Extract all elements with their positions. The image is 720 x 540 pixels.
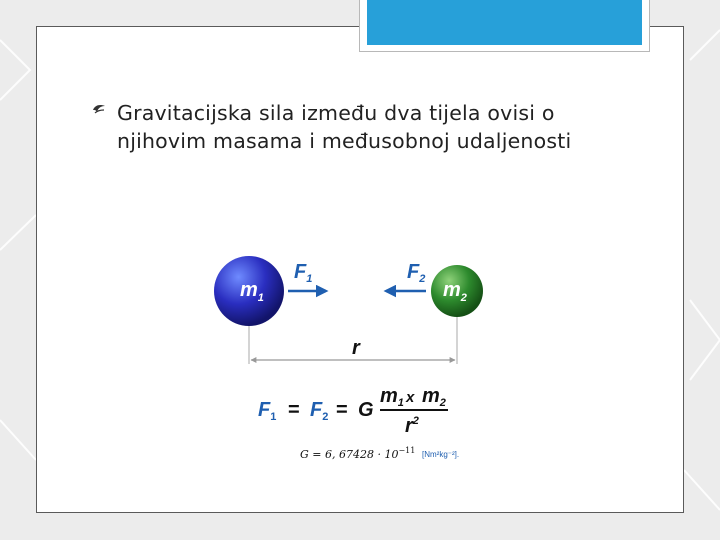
gravitational-constant-unit: [Nm²kg⁻²]. bbox=[422, 450, 460, 459]
force2-label: $F_2$ bbox=[407, 261, 426, 285]
title-accent-bar bbox=[367, 0, 642, 45]
gravitational-constant: G = 6, $67428 \cdot 10^{-11}$ bbox=[300, 446, 416, 461]
bullet-text: Gravitacijska sila između dva tijela ovisi o njihovim masama i međusobnoj udaljenosti bbox=[117, 101, 572, 153]
mass2-label: $m_2$ bbox=[443, 279, 467, 304]
force1-label: $F_1$ bbox=[294, 261, 313, 285]
distance-label: r bbox=[352, 337, 360, 359]
formula-denominator: $r^2$ bbox=[405, 415, 419, 437]
gravitation-diagram bbox=[200, 240, 500, 470]
formula-numerator: $m_1$ x $m_2$ bbox=[380, 385, 446, 409]
mass1-label: $m_1$ bbox=[240, 279, 264, 304]
title-placeholder-bar bbox=[359, 0, 650, 52]
fleuron-bullet-icon bbox=[92, 101, 106, 115]
formula-lhs: $F_1$ = $F_2$ = G bbox=[258, 399, 374, 423]
